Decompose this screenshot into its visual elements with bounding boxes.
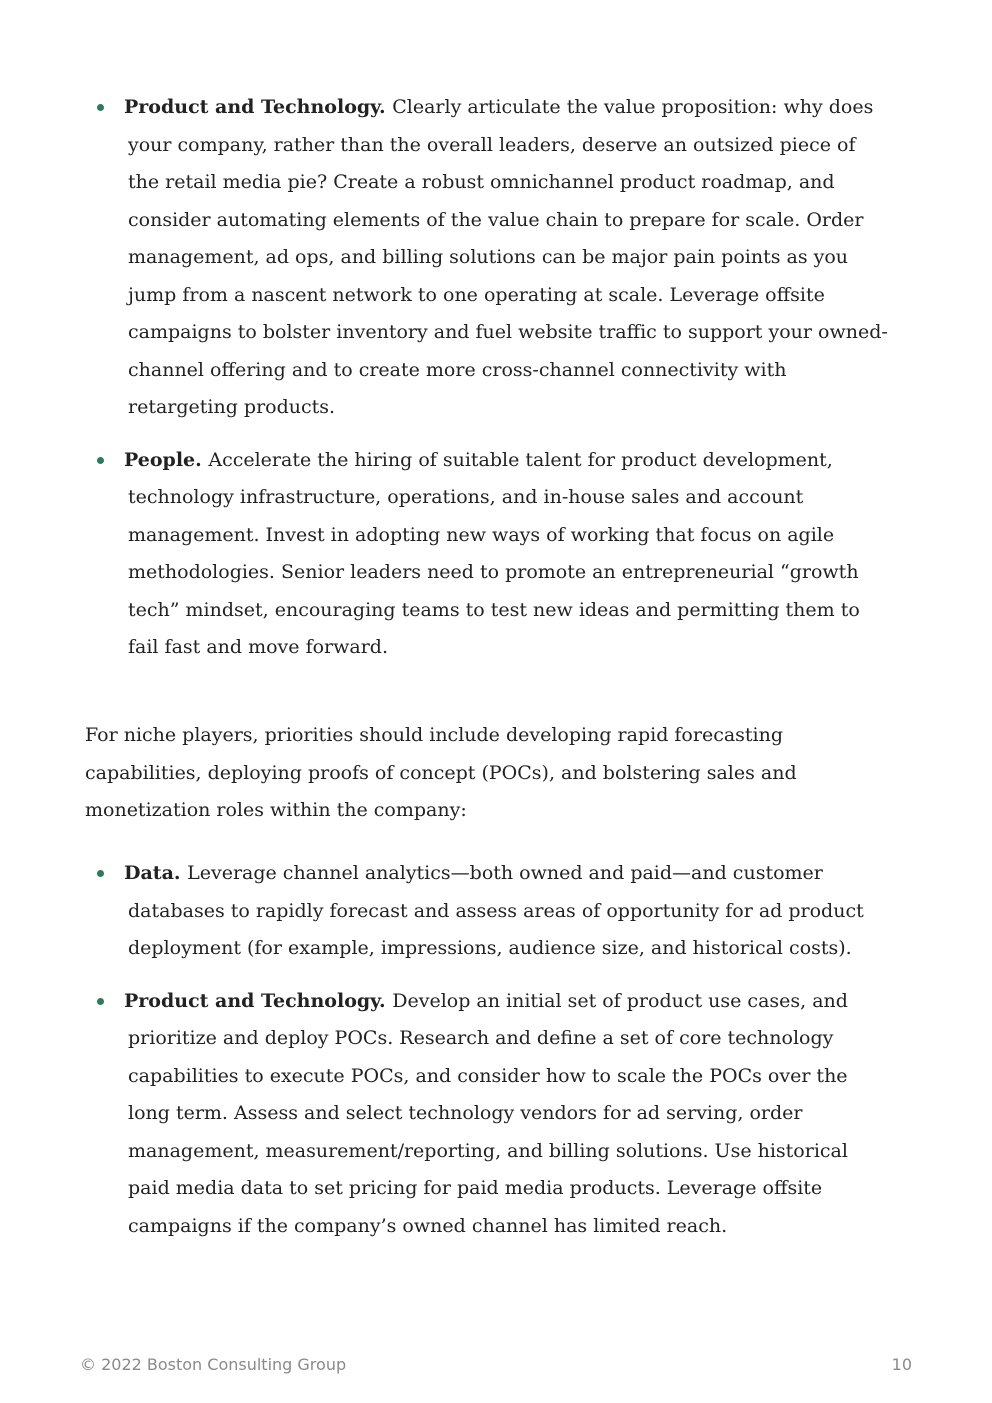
item-lead: People. [124,448,209,471]
bullet-icon [97,104,104,111]
list-item [0,855,992,968]
bullet-icon [97,998,104,1005]
item-lead: Product and Technology. [124,989,393,1012]
established-priorities-list [0,89,992,682]
niche-priorities-list [0,855,992,1260]
page-number: 10 [891,1355,912,1374]
page-footer [80,1355,912,1374]
bullet-icon [97,457,104,464]
item-lead: Data. [124,862,188,884]
item-text: Accelerate the hiring of suitable talent for product development, technology infrastructure, operations, and in-house sales and account management. Invest in adopting new ways of working that focus on agile methodologies. Senior leaders need to promote an entrepreneurial “growth tech” mindset, encouraging teams to test new ideas and permitting them to fail fast and move forward. [128,448,860,658]
list-item [0,442,992,667]
item-text: Clearly articulate the value proposition: why does your company, rather than the overall leaders, deserve an outsized piece of the retail media pie? Create a robust omnichannel product roadmap, and consider automating elements of the value chain to prepare for scale. Order management, ad ops, and billing solutions can be major pain points as you jump from a nascent network to one operating at scale. Leverage offsite campaigns to bolster inventory and fuel website traffic to support your owned-channel offering and to create more cross-channel connectivity with retargeting products. [128,96,888,418]
list-item [0,983,992,1246]
item-lead: Product and Technology. [124,96,393,118]
copyright-text: © 2022 Boston Consulting Group [80,1355,347,1374]
item-text: Develop an initial set of product use cases, and prioritize and deploy POCs. Research and define a set of core technology capabilities to execute POCs, and consider how to scale the POCs over the long term. Assess and select technology vendors for ad serving, order management, measurement/reporting, and billing solutions. Use historical paid media data to set pricing for paid media products. Leverage offsite campaigns if the company’s owned channel has limited reach. [128,989,848,1237]
niche-intro-paragraph: For niche players, priorities should include developing rapid forecasting capabilities, deploying proofs of concept (POCs), and bolstering sales and monetization roles within the company: [85,724,797,821]
item-text: Leverage channel analytics—both owned and paid—and customer databases to rapidly forecast and assess areas of opportunity for ad product deployment (for example, impressions, audience size, and historical costs). [128,862,864,959]
bullet-icon [97,870,104,877]
list-item [0,89,992,427]
